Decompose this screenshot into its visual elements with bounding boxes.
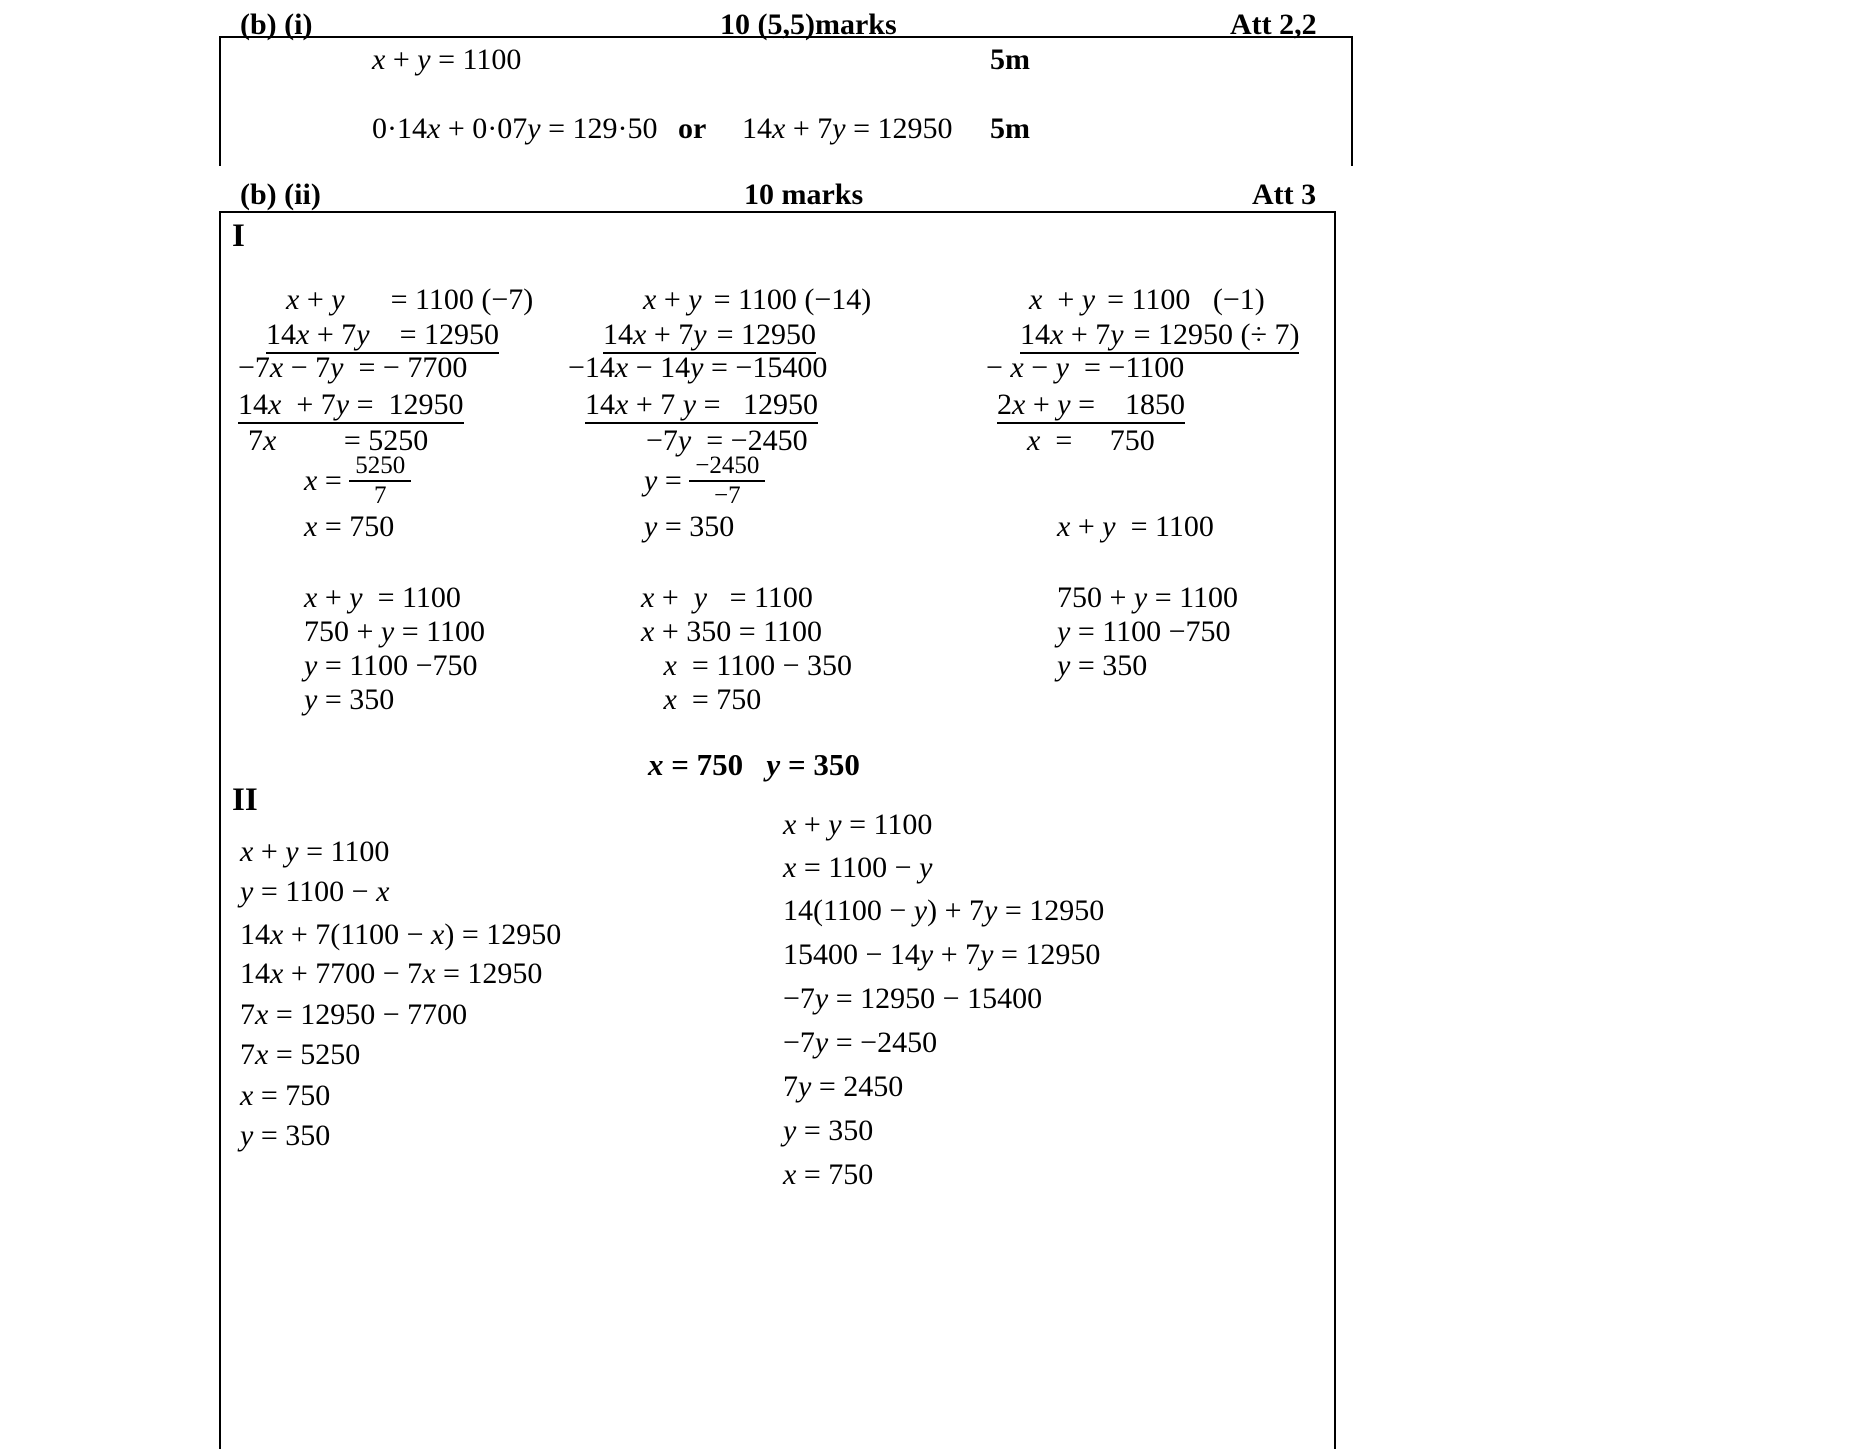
m2-right-line-1: x + y = 1100 [783,808,933,841]
col2-sub-line3: x = 1100 − 350 [663,649,853,682]
m2-right-line-8: y = 350 [783,1114,874,1147]
col3-elim-line1: − x − y = −1100 [986,351,1185,384]
box-bi-left-border [219,36,221,166]
col2-sub-line1: x + y = 1100 [641,581,813,614]
m2-left-line-1: x + y = 1100 [240,835,390,868]
col3-elim-result: x = 750 [1027,424,1155,457]
col2-frac-numerator: −2450 [689,453,765,482]
bi-connector-or: or [678,112,707,145]
col1-sys2-rhs: = 12950 [399,318,499,351]
m2-left-line-5: 7x = 12950 − 7700 [240,998,468,1031]
m2-left-line-6: 7x = 5250 [240,1038,361,1071]
bi-mark-1: 5m [990,43,1030,76]
m2-right-line-2: x = 1100 − y [783,851,933,884]
bi-equation-2-right: 14x + 7y = 12950 [742,112,953,145]
m2-right-line-6: −7y = −2450 [783,1026,938,1059]
attempt-label-b-i: Att 2,2 [1230,8,1317,41]
method-I-final-answer: x = 750 y = 350 [648,747,860,782]
m2-right-line-5: −7y = 12950 − 15400 [783,982,1043,1015]
m2-left-line-3: 14x + 7(1100 − x) = 12950 [240,918,562,951]
col1-frac-numerator: 5250 [349,453,411,482]
col1-elim-line1: −7x − 7y = − 7700 [238,351,468,384]
m2-right-line-3: 14(1100 − y) + 7y = 12950 [783,894,1105,927]
col1-elim-line2: 14x + 7y = 12950 [238,390,464,424]
col1-elim-result: 7x = 5250 [248,424,429,457]
m2-right-line-9: x = 750 [783,1158,874,1191]
box-bii-left-border [219,211,221,1449]
col1-fraction [349,453,411,510]
col2-fraction [689,453,765,510]
box-bi-top-border [219,36,1353,38]
col2-elim-line1: −14x − 14y = −15400 [568,351,828,384]
col1-frac-denominator: 7 [374,482,387,510]
m2-right-line-4: 15400 − 14y + 7y = 12950 [783,938,1101,971]
m2-left-line-4: 14x + 7700 − 7x = 12950 [240,957,543,990]
col2-frac-denominator: −7 [714,482,741,510]
col1-sub-line2: 750 + y = 1100 [304,615,486,648]
col1-sub-line3: y = 1100 −750 [304,649,478,682]
m2-right-line-7: 7y = 2450 [783,1070,904,1103]
col2-elim-line2: 14x + 7 y = 12950 [585,390,818,424]
marks-label-b-i: 10 (5,5)marks [720,8,897,41]
col2-elim-result: −7y = −2450 [646,424,808,457]
method-label-II: II [232,782,258,818]
col2-sub-line2: x + 350 = 1100 [641,615,823,648]
col3-sys2-rhs: = 12950 (÷ 7) [1133,318,1300,351]
col3-sub-line1: 750 + y = 1100 [1057,581,1239,614]
col2-sys2-rhs: = 12950 [716,318,816,351]
col2-sub-line4: x = 750 [663,683,762,716]
col3-sys1-lhs: x + y [1029,283,1096,316]
col2-frac-lhs: y = [644,464,690,498]
col3-elim-line2: 2x + y = 1850 [997,390,1185,424]
col2-fraction-line [644,452,765,512]
col1-frac-lhs: x = [304,464,350,498]
attempt-label-b-ii: Att 3 [1252,178,1317,211]
col1-fraction-line [304,452,411,512]
col1-sub-line4: y = 350 [304,683,395,716]
col1-sub-line1: x + y = 1100 [304,581,461,614]
m2-left-line-8: y = 350 [240,1119,331,1152]
m2-left-line-7: x = 750 [240,1079,331,1112]
col3-sub-line3: y = 350 [1057,649,1148,682]
box-bi-right-border [1351,36,1353,166]
col2-result: y = 350 [644,510,735,543]
col2-sys2-lhs: 14x + 7y [603,318,707,351]
col2-sys1-rhs: = 1100 (−14) [713,283,872,316]
col1-sys1-rhs: = 1100 (−7) [390,283,534,316]
col1-sys1-lhs: x + y [286,283,345,316]
box-bii-right-border [1334,211,1336,1449]
box-bii-top-border [219,211,1336,213]
col3-sys1-rhs: = 1100 (−1) [1107,283,1265,316]
bi-equation-1: x + y = 1100 [372,43,522,76]
col3-sub-line2: y = 1100 −750 [1057,615,1231,648]
marks-label-b-ii: 10 marks [744,178,864,211]
m2-left-line-2: y = 1100 − x [240,875,390,908]
part-label-b-ii: (b) (ii) [240,178,321,211]
col1-result: x = 750 [304,510,395,543]
col3-result: x + y = 1100 [1057,510,1214,543]
col1-sys2-lhs: 14x + 7y [266,318,370,351]
col3-sys2-lhs: 14x + 7y [1020,318,1124,351]
bi-equation-2-left: 0·14x + 0·07y = 129·50 [372,112,658,145]
bi-mark-2: 5m [990,112,1030,145]
part-label-b-i: (b) (i) [240,8,313,41]
method-label-I: I [232,218,245,254]
col2-sys1-lhs: x + y [643,283,702,316]
